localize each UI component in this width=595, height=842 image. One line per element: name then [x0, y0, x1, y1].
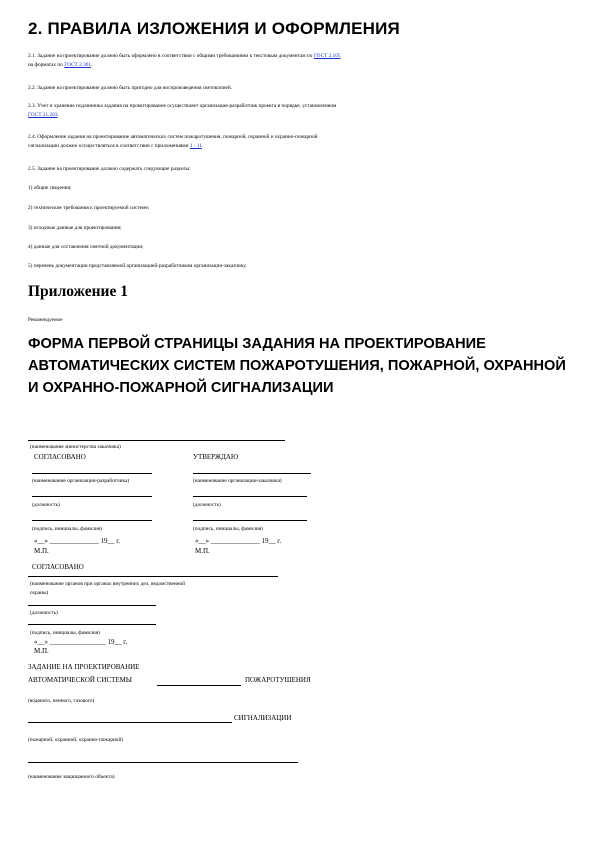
paragraph-2-3-text: 2.3. Учет и хранение подлинника задания на проектирование осуществляет организация-разработчик проекта в порядке, установленном: [28, 103, 337, 109]
signature2-line: [28, 624, 156, 625]
object-line: [28, 762, 298, 763]
position-line-right: [193, 496, 307, 497]
signature-line-right: [193, 520, 307, 521]
position-line-left: [32, 496, 152, 497]
signature-caption-right: (подпись, инициалы, фамилия): [193, 526, 263, 532]
fire-org-caption-1: (наименование органов при органах внутренних дел, ведомственной: [30, 581, 186, 587]
paragraph-2-4: [28, 133, 317, 150]
fire-org-line: [28, 576, 278, 577]
paragraph-2-4-text2: сигнализации должно осуществляться в соответствии с приложениями: [28, 142, 189, 149]
paragraph-2-4-end: .: [201, 142, 204, 149]
ministry-caption: (наименование министерства заказчика): [30, 444, 121, 450]
paragraph-2-2: 2.2. Задание на проектирование должно быть пригодно для воспроизведения светокопией.: [28, 85, 233, 91]
list-item-5: 5) перечень документации представляемой организацией-разработчиком организации-заказчику.: [28, 263, 247, 269]
signal-line: [28, 722, 232, 723]
date-left: «__» ______________ 19__ г.: [34, 537, 121, 545]
kind1-caption: (водяного, пенного, газового): [28, 698, 95, 704]
fire-org-caption-2: охраны): [30, 590, 49, 596]
org-dev-line: [32, 473, 152, 474]
link-gost-2-105[interactable]: ГОСТ 2.105: [313, 53, 341, 59]
system-type-line: [157, 685, 241, 686]
ministry-line: [28, 440, 285, 441]
stamp-left: М.П.: [34, 547, 49, 555]
recommended-label: Рекомендуемое: [28, 317, 63, 323]
stamp-right: М.П.: [195, 547, 210, 555]
section-heading: 2. ПРАВИЛА ИЗЛОЖЕНИЯ И ОФОРМЛЕНИЯ: [28, 19, 400, 38]
task-line-1: ЗАДАНИЕ НА ПРОЕКТИРОВАНИЕ: [28, 663, 140, 671]
paragraph-2-3-end: .: [57, 111, 59, 118]
paragraph-2-1-text2: на форматах по: [28, 61, 63, 68]
link-gost-21-203[interactable]: ГОСТ 21.203: [28, 111, 58, 118]
appendix-title: Приложение 1: [28, 283, 128, 300]
signature2-caption: (подпись, инициалы, фамилия): [30, 630, 100, 636]
approve-label: УТВЕРЖДАЮ: [193, 453, 239, 461]
list-item-1: 1) общие сведения;: [28, 185, 72, 191]
signature-caption-left: (подпись, инициалы, фамилия): [32, 526, 102, 532]
list-item-4: 4) данные для составления сметной документации;: [28, 244, 144, 250]
paragraph-2-3: [28, 102, 336, 119]
agreed-label: СОГЛАСОВАНО: [34, 453, 86, 461]
stamp2: М.П.: [34, 647, 49, 655]
org-dev-caption: (наименование организации-разработчика): [32, 478, 130, 484]
list-item-3: 3) исходные данные для проектирования;: [28, 225, 122, 231]
task-line-2a: АВТОМАТИЧЕСКОЙ СИСТЕМЫ: [28, 676, 132, 684]
position-caption-right: (должность): [193, 502, 221, 508]
position2-caption: (должность): [30, 610, 58, 616]
paragraph-2-1-text: 2.1. Задание на проектирование должно быть оформлено в соответствии с общими требованиями к текстовым документам по: [28, 53, 313, 59]
position2-line: [28, 605, 156, 606]
object-caption: (наименование защищаемого объекта): [28, 774, 115, 780]
agreed2-label: СОГЛАСОВАНО: [32, 563, 84, 571]
kind2-caption: (пожарной, охранной, охранно-пожарной): [28, 737, 124, 743]
signal-label: СИГНАЛИЗАЦИИ: [234, 714, 292, 722]
date-right: «__» ______________ 19__ г.: [195, 537, 282, 545]
date2: «__» ________________ 19__ г.: [34, 638, 128, 646]
paragraph-2-1: [28, 52, 341, 69]
link-gost-2-301[interactable]: ГОСТ 2.301: [64, 61, 92, 68]
task-line-2b: ПОЖАРОТУШЕНИЯ: [245, 676, 311, 684]
org-cust-line: [193, 473, 311, 474]
position-caption-left: (должность): [32, 502, 60, 508]
paragraph-2-4-text: 2.4. Оформление задания на проектирование автоматических систем пожаротушения, пожарной, охранной и охранно-пожарной: [28, 134, 318, 140]
paragraph-2-1-end: .: [91, 61, 93, 68]
paragraph-2-5: 2.5. Задание на проектирование должно содержать следующие разделы:: [28, 166, 191, 172]
org-cust-caption: (наименование организации-заказчика): [193, 478, 282, 484]
signature-line-left: [32, 520, 152, 521]
list-item-2: 2) технические требования к проектируемой системе;: [28, 205, 150, 211]
link-appendices[interactable]: 1 - 11: [189, 142, 202, 149]
form-title: ФОРМА ПЕРВОЙ СТРАНИЦЫ ЗАДАНИЯ НА ПРОЕКТИРОВАНИЕ АВТОМАТИЧЕСКИХ СИСТЕМ ПОЖАРОТУШЕНИЯ, ПОЖАРНОЙ, ОХРАННОЙ И ОХРАННО-ПОЖАРНОЙ СИГНАЛИЗАЦИИ: [28, 336, 566, 396]
